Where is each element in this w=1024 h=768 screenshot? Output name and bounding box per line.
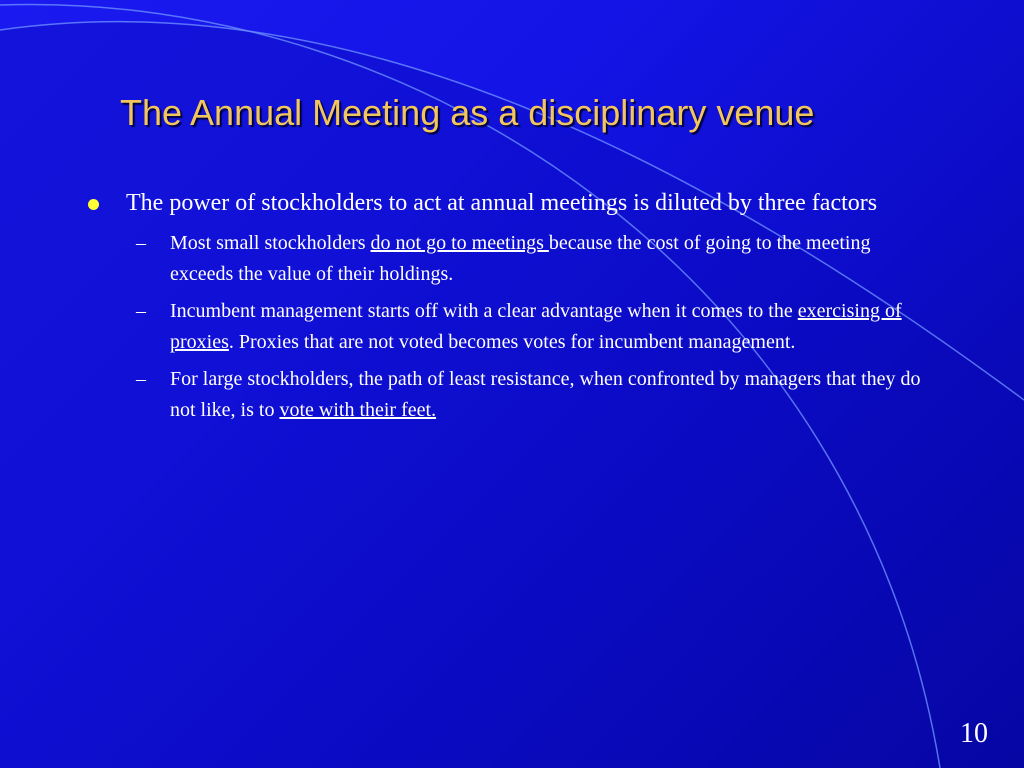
link-vote-with-their-feet[interactable]: vote with their feet.: [279, 399, 437, 421]
sub-bullet-text: Incumbent management starts off with a clear advantage when it comes to the: [170, 300, 798, 322]
sub-bullet-text: . Proxies that are not voted becomes votes for incumbent management.: [228, 331, 796, 353]
sub-bullet-text: because the cost of going to the meeting exceeds the value of their holdings.: [170, 232, 871, 285]
sub-bullet-text: Most small stockholders: [170, 232, 371, 254]
dash-bullet-icon: –: [136, 300, 146, 322]
slide-title: The Annual Meeting as a disciplinary venue: [120, 92, 815, 133]
slide-content: [88, 186, 948, 432]
dash-bullet-icon: –: [136, 232, 146, 254]
link-exercising-of-proxies[interactable]: exercising of proxies: [170, 300, 902, 353]
sub-bullet-large-stockholders: [136, 364, 930, 426]
sub-bullet-incumbent-management: [136, 296, 930, 358]
main-bullet: [88, 186, 946, 220]
sub-bullet-list: [88, 228, 948, 426]
sub-bullet-text: For large stockholders, the path of least resistance, when confronted by managers that they do not like, is to: [170, 368, 921, 421]
main-bullet-text: The power of stockholders to act at annual meetings is diluted by three factors: [126, 190, 878, 216]
dash-bullet-icon: –: [136, 368, 146, 390]
link-do-not-go-to-meetings[interactable]: do not go to meetings: [370, 232, 549, 254]
slide-page-number: 10: [960, 718, 988, 749]
sub-bullet-small-stockholders: [136, 228, 930, 290]
round-bullet-icon: [88, 199, 99, 210]
